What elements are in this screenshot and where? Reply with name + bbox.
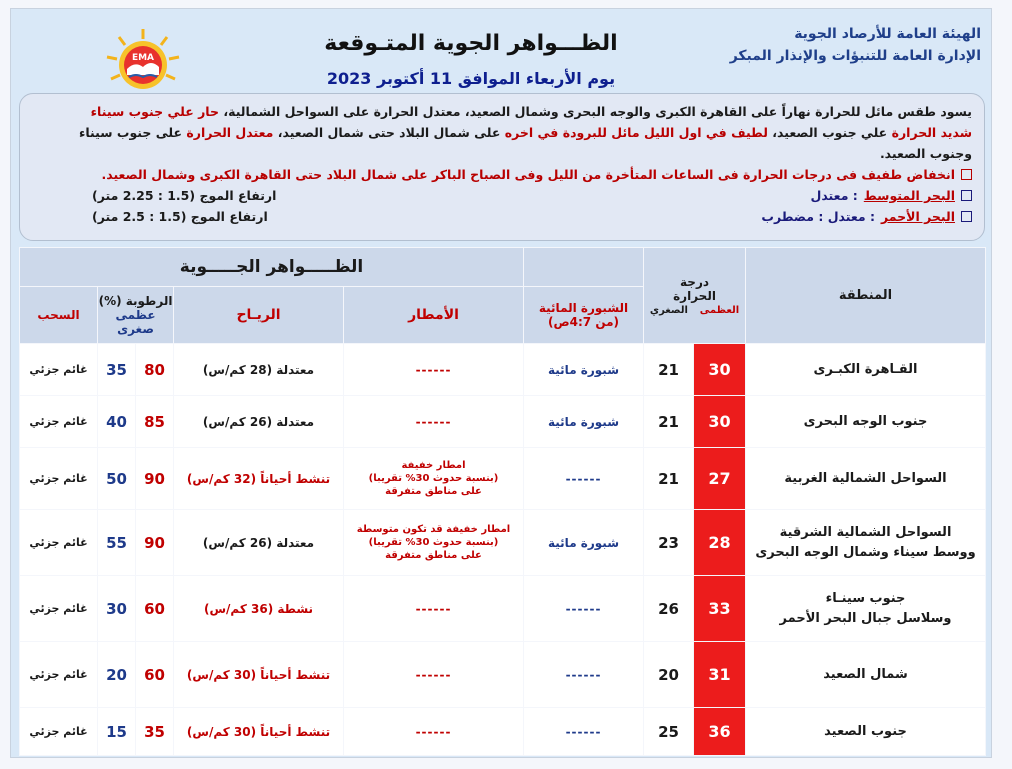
rain-cell: ------ (344, 576, 524, 642)
rain-cell: ------ (344, 396, 524, 448)
summary-note: انخفاض طفيف فى درجات الحرارة فى الساعات المتأخرة من الليل وفى الصباح الباكر على شمال البلاد حتى القاهرة الكبرى وشمال الصعيد. (32, 164, 972, 185)
fog-cell: شبورة مائية (524, 344, 644, 396)
summary-line-3: وجنوب الصعيد. (879, 146, 972, 161)
fog-cell: شبورة مائية (524, 396, 644, 448)
temp-min-cell: 21 (644, 448, 694, 510)
table-row (20, 576, 986, 642)
header-region: المنطقة (746, 248, 986, 344)
region-cell: القـاهرة الكبـرى (746, 344, 986, 396)
humidity-min-cell: 40 (98, 396, 136, 448)
fog-cell: ------ (524, 448, 644, 510)
humidity-max-cell: 60 (136, 576, 174, 642)
humidity-min-cell: 50 (98, 448, 136, 510)
header-clouds: السحب (20, 287, 98, 344)
temp-max-cell: 31 (694, 642, 746, 708)
header-blank-cell (524, 248, 644, 287)
checkbox-bullet-icon (961, 211, 972, 222)
region-cell: جنوب الصعيد (746, 708, 986, 756)
forecast-sheet (10, 8, 992, 758)
fog-cell: ------ (524, 576, 644, 642)
temp-min-cell: 21 (644, 396, 694, 448)
wind-cell: معتدلة (26 كم/س) (174, 396, 344, 448)
header-humidity: الرطوبة (%) عظمى صغرى (98, 287, 174, 344)
humidity-max-cell: 60 (136, 642, 174, 708)
temp-min-cell: 25 (644, 708, 694, 756)
clouds-cell: غائم جزئي (20, 344, 98, 396)
region-cell: السواحل الشمالية الشرقية ووسط سيناء وشمال الوجه البحرى (746, 510, 986, 576)
humidity-min-cell: 20 (98, 642, 136, 708)
header-rain: الأمطار (344, 287, 524, 344)
region-cell: جنوب الوجه البحرى (746, 396, 986, 448)
clouds-cell: غائم جزئي (20, 708, 98, 756)
forecast-summary (19, 93, 985, 241)
wind-cell: تنشط أحياناً (30 كم/س) (174, 642, 344, 708)
fog-cell: ------ (524, 642, 644, 708)
logo-text: EMA (131, 53, 155, 63)
region-cell: جنوب سينـاء وسلاسل جبال البحر الأحمر (746, 576, 986, 642)
region-cell: شمال الصعيد (746, 642, 986, 708)
rain-cell: امطار خفيفة (بنسبة حدوث 30% تقريبا) على مناطق متفرقة (344, 448, 524, 510)
header-wind: الريـاح (174, 287, 344, 344)
rain-cell: امطار خفيفة قد تكون متوسطة (بنسبة حدوث 30% تقريبا) على مناطق متفرقة (344, 510, 524, 576)
temp-min-cell: 23 (644, 510, 694, 576)
summary-line-2: شديد الحرارة علي جنوب الصعيد، لطيف في اول الليل مائل للبرودة في اخره على شمال البلاد حتى شمال الصعيد، معتدل الحرارة على جنوب سيناء (78, 125, 972, 140)
checkbox-bullet-icon (961, 190, 972, 201)
temp-max-cell: 36 (694, 708, 746, 756)
table-row (20, 642, 986, 708)
wind-cell: معتدلة (28 كم/س) (174, 344, 344, 396)
table-row (20, 510, 986, 576)
humidity-max-cell: 85 (136, 396, 174, 448)
page-title: الظـــواهر الجوية المتـوقعة (324, 31, 618, 56)
temp-min-cell: 21 (644, 344, 694, 396)
temp-max-cell: 30 (694, 344, 746, 396)
header-fog: الشبورة المائية (من 4:7ص) (524, 287, 644, 344)
humidity-max-cell: 90 (136, 510, 174, 576)
humidity-max-cell: 90 (136, 448, 174, 510)
clouds-cell: غائم جزئي (20, 396, 98, 448)
forecast-date: يوم الأربعاء الموافق 11 أكتوبر 2023 (326, 69, 616, 88)
organization-name (691, 23, 981, 67)
humidity-min-cell: 30 (98, 576, 136, 642)
temp-max-cell: 33 (694, 576, 746, 642)
sea-mediterranean: البحر المتوسط : معتدل ارتفاع الموج (1.5 : 2.25 متر) (32, 185, 972, 206)
table-row (20, 396, 986, 448)
forecast-table (19, 247, 986, 756)
wind-cell: نشطة (36 كم/س) (174, 576, 344, 642)
humidity-min-cell: 15 (98, 708, 136, 756)
clouds-cell: غائم جزئي (20, 510, 98, 576)
rain-cell: ------ (344, 344, 524, 396)
table-row (20, 448, 986, 510)
clouds-cell: غائم جزئي (20, 448, 98, 510)
checkbox-bullet-icon (961, 169, 972, 180)
rain-cell: ------ (344, 642, 524, 708)
fog-cell: ------ (524, 708, 644, 756)
humidity-min-cell: 35 (98, 344, 136, 396)
temp-max-cell: 27 (694, 448, 746, 510)
humidity-max-cell: 35 (136, 708, 174, 756)
wind-cell: تنشط أحياناً (30 كم/س) (174, 708, 344, 756)
org-line-2: الإدارة العامة للتنبؤات والإنذار المبكر (729, 48, 981, 64)
wind-cell: معتدلة (26 كم/س) (174, 510, 344, 576)
ema-logo-icon (103, 27, 183, 97)
temp-min-cell: 20 (644, 642, 694, 708)
header-temperature: درجة الحرارة العظمى الصغري (644, 248, 746, 344)
temp-min-cell: 26 (644, 576, 694, 642)
table-row (20, 708, 986, 756)
region-cell: السواحل الشمالية الغربية (746, 448, 986, 510)
table-row (20, 344, 986, 396)
humidity-min-cell: 55 (98, 510, 136, 576)
summary-line-1: يسود طقس مائل للحرارة نهاراً على القاهرة الكبرى والوجه البحرى وشمال الصعيد، معتدل الحرارة على السواحل الشمالية، حار علي جنوب سيناء (90, 104, 972, 119)
fog-cell: شبورة مائية (524, 510, 644, 576)
humidity-max-cell: 80 (136, 344, 174, 396)
clouds-cell: غائم جزئي (20, 642, 98, 708)
org-line-1: الهيئة العامة للأرصاد الجوية (794, 26, 981, 42)
sea-red-sea: البحر الأحمر : معتدل : مضطرب ارتفاع الموج (1.5 : 2.5 متر) (32, 206, 972, 227)
temp-max-cell: 28 (694, 510, 746, 576)
rain-cell: ------ (344, 708, 524, 756)
temp-max-cell: 30 (694, 396, 746, 448)
table-title: الظـــــواهر الجـــــوية (20, 248, 524, 287)
page-header (11, 9, 993, 101)
wind-cell: تنشط أحياناً (32 كم/س) (174, 448, 344, 510)
clouds-cell: غائم جزئي (20, 576, 98, 642)
